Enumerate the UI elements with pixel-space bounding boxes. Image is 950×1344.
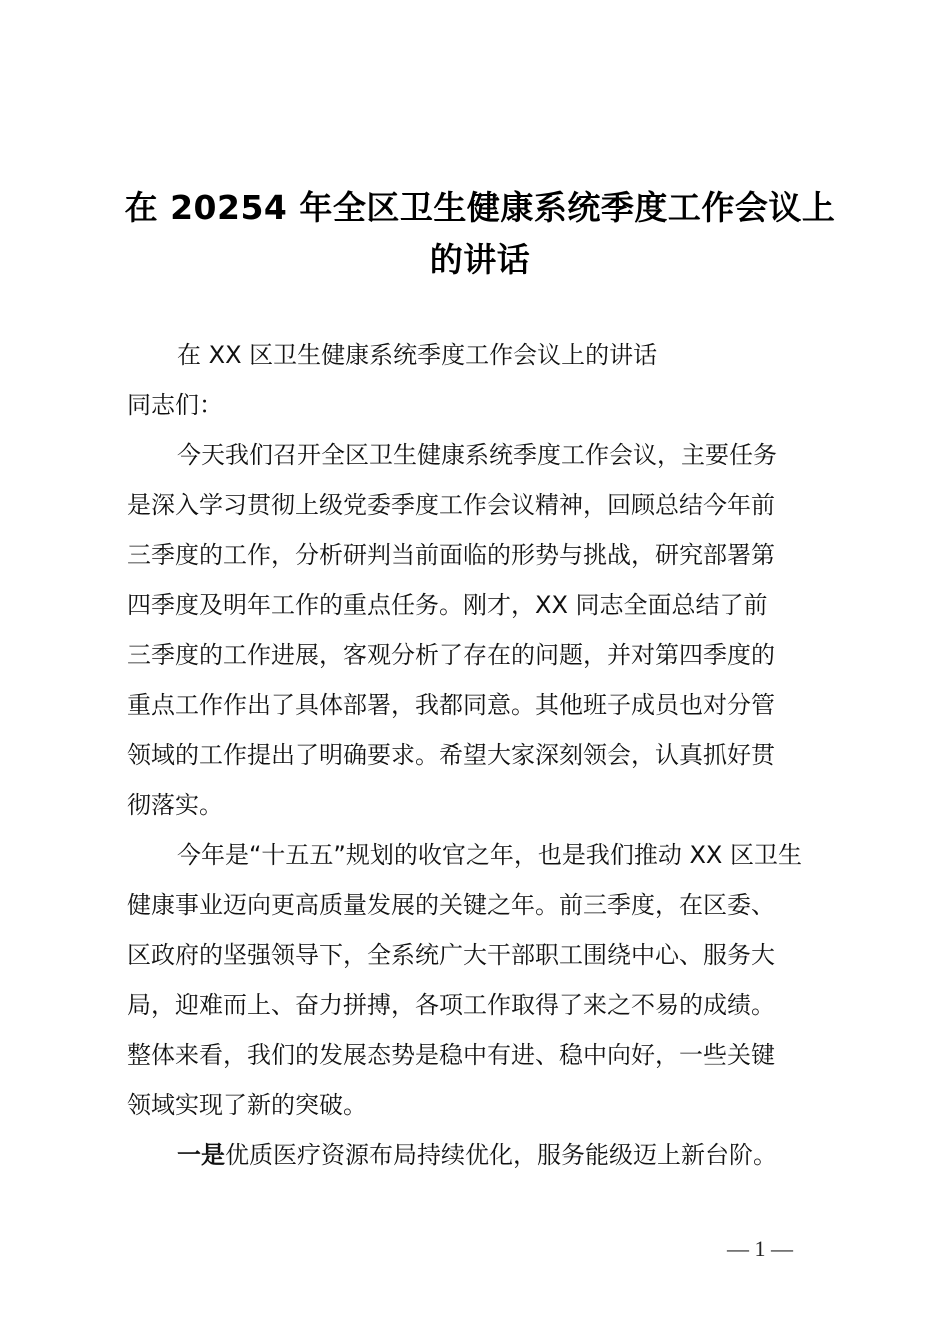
document-title <box>110 182 850 286</box>
paragraph-line: 局，迎难而上、奋力拼搏，各项工作取得了来之不易的成绩。 <box>127 991 775 1019</box>
title-line-1: 在 20254 年全区卫生健康系统季度工作会议上 <box>124 188 836 227</box>
paragraph-line: 三季度的工作，分析研判当前面临的形势与挑战，研究部署第 <box>127 541 775 569</box>
page-number: — 1 — <box>727 1236 793 1261</box>
paragraph-line: 区政府的坚强领导下，全系统广大干部职工围绕中心、服务大 <box>127 941 775 969</box>
paragraph-line: 健康事业迈向更高质量发展的关键之年。前三季度，在区委、 <box>127 891 775 919</box>
paragraph-line: 领域实现了新的突破。 <box>127 1091 367 1119</box>
paragraph-3 <box>127 1130 837 1180</box>
paragraph-line: 重点工作作出了具体部署，我都同意。其他班子成员也对分管 <box>127 691 775 719</box>
title-line-2: 的讲话 <box>429 240 531 279</box>
document-body <box>127 330 837 1180</box>
paragraph-line <box>127 1130 837 1180</box>
salutation: 同志们： <box>127 391 223 419</box>
paragraph-line: 三季度的工作进展，客观分析了存在的问题，并对第四季度的 <box>127 641 775 669</box>
paragraph-line: 整体来看，我们的发展态势是稳中有进、稳中向好，一些关键 <box>127 1041 775 1069</box>
paragraph-line: 是深入学习贯彻上级党委季度工作会议精神，回顾总结今年前 <box>127 491 775 519</box>
bold-lead-text: 一是 <box>177 1141 225 1169</box>
paragraph-line: 彻落实。 <box>127 791 223 819</box>
paragraph-text: 优质医疗资源布局持续优化，服务能级迈上新台阶。 <box>225 1141 777 1169</box>
paragraph-line: 今年是“十五五”规划的收官之年，也是我们推动 XX 区卫生 <box>177 841 803 869</box>
paragraph-2 <box>127 830 837 1130</box>
paragraph-1 <box>127 430 837 830</box>
paragraph-line: 今天我们召开全区卫生健康系统季度工作会议，主要任务 <box>177 441 777 469</box>
paragraph-line: 四季度及明年工作的重点任务。刚才，XX 同志全面总结了前 <box>127 591 768 619</box>
paragraph-line: 领域的工作提出了明确要求。希望大家深刻领会，认真抓好贯 <box>127 741 775 769</box>
subtitle: 在 XX 区卫生健康系统季度工作会议上的讲话 <box>177 341 658 369</box>
